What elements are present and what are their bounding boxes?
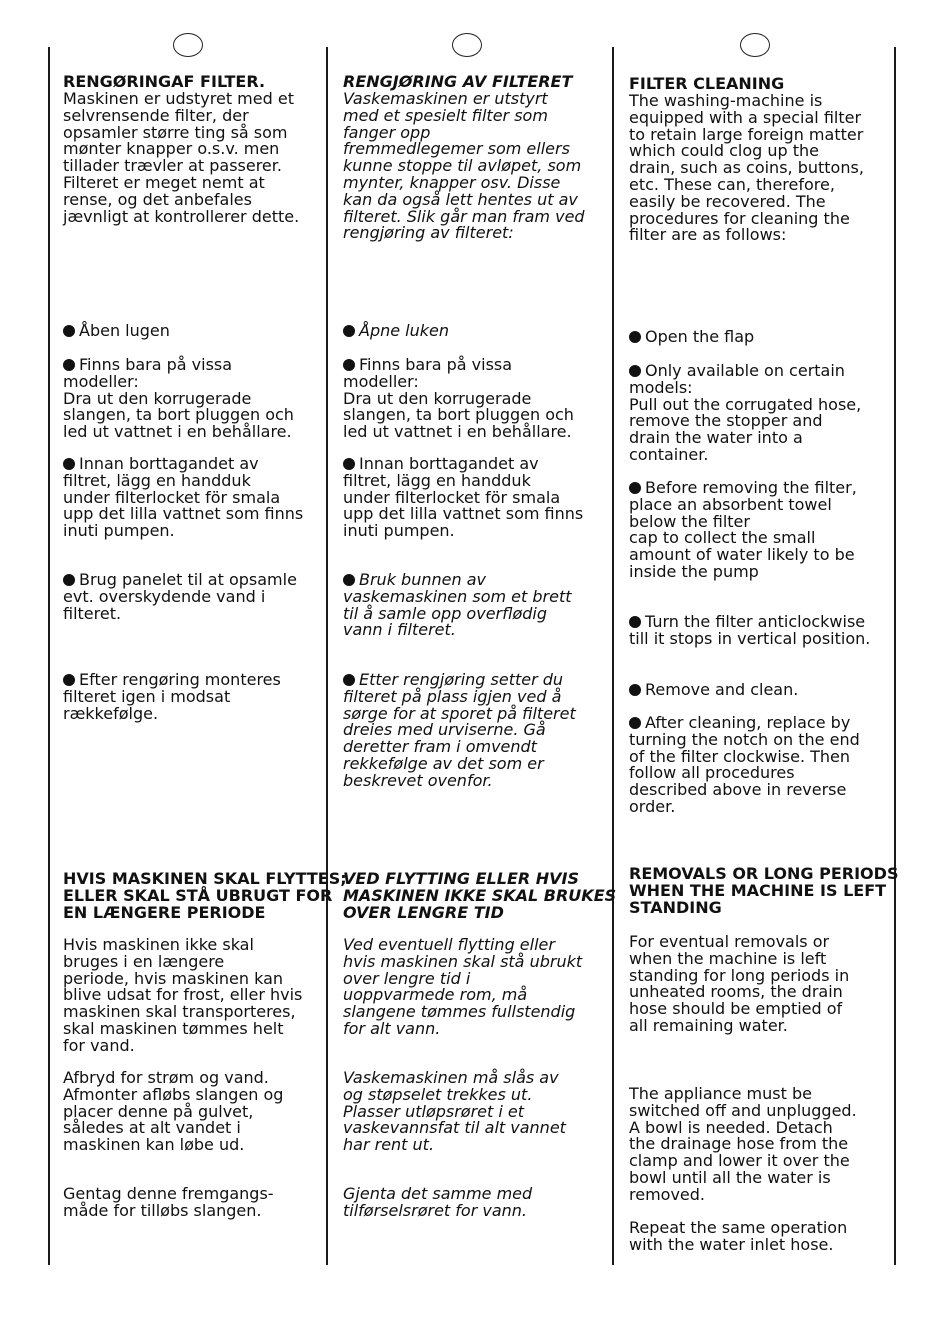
step-refit-filter: Efter rengøring monteres filteret igen i modsat rækkefølge. (63, 670, 281, 723)
bullet-icon (63, 325, 75, 337)
bullet-icon (63, 574, 75, 586)
step-drain-hose: Finns bara på vissa modeller: Dra ut den korrugerade slangen, ta bort pluggen och led ut vattnet i en behållare. (63, 355, 294, 442)
filter-cleaning-title: RENGØRINGAF FILTER. (63, 72, 266, 91)
bullet-icon (629, 365, 641, 377)
bullet-icon (343, 359, 355, 371)
bullet-icon (629, 331, 641, 343)
step-towel: Innan borttagandet av filtret, lägg en handduk under filterlocket för smala upp det lilla vattnet som finns inuti pumpen. (343, 454, 584, 541)
bullet-icon (343, 458, 355, 470)
removal-paragraph-1: Ved eventuell flytting eller hvis maskinen skal stå ubrukt over lengre tid i uoppvarmede rom, må slangene tømmes fullstendig for alt vann. (343, 935, 583, 1038)
language-badge-oval-no (452, 33, 482, 57)
step-open-flap: Open the flap (629, 329, 754, 346)
filter-cleaning-title: FILTER CLEANING (629, 74, 785, 93)
removal-paragraph-3: Gentag denne fremgangs- måde for tilløbs slangen. (63, 1184, 274, 1220)
column-divider-middle-right (612, 47, 614, 1265)
step-replace-filter: After cleaning, replace by turning the notch on the end of the filter clockwise. Then follow all procedures described above in reverse order. (629, 713, 860, 816)
removal-paragraph-1: For eventual removals or when the machine is left standing for long periods in unheated rooms, the drain hose should be emptied of all remaining water. (629, 932, 850, 1035)
step-collect-water: Bruk bunnen av vaskemaskinen som et brett til å samle opp overflødig vann i filteret. (343, 570, 572, 640)
filter-intro-text: The washing-machine is equipped with a special filter to retain large foreign matter which could clog up the drain, such as coins, buttons, etc. These can, therefore, easily be recovered. The procedures for cleaning the filter are as follows: (629, 91, 864, 245)
bullet-icon (63, 359, 75, 371)
step-towel: Innan borttagandet av filtret, lägg en handduk under filterlocket för smala upp det lilla vattnet som finns inuti pumpen. (63, 454, 304, 541)
removal-paragraph-2: Afbryd for strøm og vand. Afmonter afløbs slangen og placer denne på gulvet, således at alt vandet i maskinen kan løbe ud. (63, 1068, 284, 1155)
step-drain-hose: Finns bara på vissa modeller: Dra ut den korrugerade slangen, ta bort pluggen och led ut vattnet i en behållare. (343, 355, 574, 442)
bullet-icon (629, 616, 641, 628)
bullet-icon (343, 674, 355, 686)
removal-paragraph-2: The appliance must be switched off and unplugged. A bowl is needed. Detach the drainage hose from the clamp and lower it over the bowl until all the water is removed. (629, 1084, 857, 1204)
column-divider-left (48, 47, 50, 1265)
step-turn-filter: Turn the filter anticlockwise till it stops in vertical position. (629, 612, 871, 648)
bullet-icon (63, 458, 75, 470)
bullet-icon (629, 684, 641, 696)
column-divider-middle-left (326, 47, 328, 1265)
bullet-icon (63, 674, 75, 686)
removal-title: REMOVALS OR LONG PERIODS WHEN THE MACHINE IS LEFT STANDING (629, 864, 899, 917)
step-open-flap: Åpne luken (343, 323, 449, 340)
step-collect-water: Brug panelet til at opsamle evt. overskydende vand i filteret. (63, 570, 297, 623)
column-divider-right (894, 47, 896, 1265)
removal-title: VED FLYTTING ELLER HVIS MASKINEN IKKE SKAL BRUKES OVER LENGRE TID (343, 869, 617, 922)
bullet-icon (629, 717, 641, 729)
step-refit-filter: Etter rengjøring setter du filteret på plass igjen ved å sørge for at sporet på filteret dreies med urviserne. Gå deretter fram i omvendt rekkefølge av det som er beskrevet ovenfor. (343, 670, 576, 790)
filter-intro-text: Maskinen er udstyret med et selvrensende filter, der opsamler større ting så som mønter knapper o.s.v. men tillader trævler at passerer. Filteret er meget nemt at rense, og det anbefales jævnligt at kontrollerer dette. (63, 89, 300, 226)
removal-paragraph-3: Gjenta det samme med tilførselsrøret for vann. (343, 1184, 533, 1220)
removal-paragraph-2: Vaskemaskinen må slås av og støpselet trekkes ut. Plasser utløpsrøret i et vaskevannsfat til alt vannet har rent ut. (343, 1068, 566, 1155)
removal-paragraph-1: Hvis maskinen ikke skal bruges i en længere periode, hvis maskinen kan blive udsat for frost, eller hvis maskinen skal transporteres, skal maskinen tømmes helt for vand. (63, 935, 303, 1055)
bullet-icon (343, 325, 355, 337)
language-badge-oval-da (173, 33, 203, 57)
step-open-flap: Åben lugen (63, 323, 170, 340)
step-drain-hose: Only available on certain models: Pull out the corrugated hose, remove the stopper and drain the water into a container. (629, 361, 862, 464)
bullet-icon (343, 574, 355, 586)
step-remove-clean: Remove and clean. (629, 682, 798, 699)
language-badge-oval-en (740, 33, 770, 57)
filter-cleaning-title: RENGJØRING AV FILTERET (343, 72, 573, 91)
bullet-icon (629, 482, 641, 494)
removal-title: HVIS MASKINEN SKAL FLYTTES; ELLER SKAL STÅ UBRUGT FOR EN LÆNGERE PERIODE (63, 869, 347, 922)
filter-intro-text: Vaskemaskinen er utstyrt med et spesielt filter som fanger opp fremmedlegemer som ellers kunne stoppe til avløpet, som mynter, knapper osv. Disse kan da også lett hentes ut av filteret. Slik går man fram ved rengjøring av filteret: (343, 89, 585, 243)
removal-paragraph-3: Repeat the same operation with the water inlet hose. (629, 1218, 848, 1254)
step-towel: Before removing the filter, place an absorbent towel below the filter cap to collect the small amount of water likely to be inside the pump (629, 478, 857, 581)
